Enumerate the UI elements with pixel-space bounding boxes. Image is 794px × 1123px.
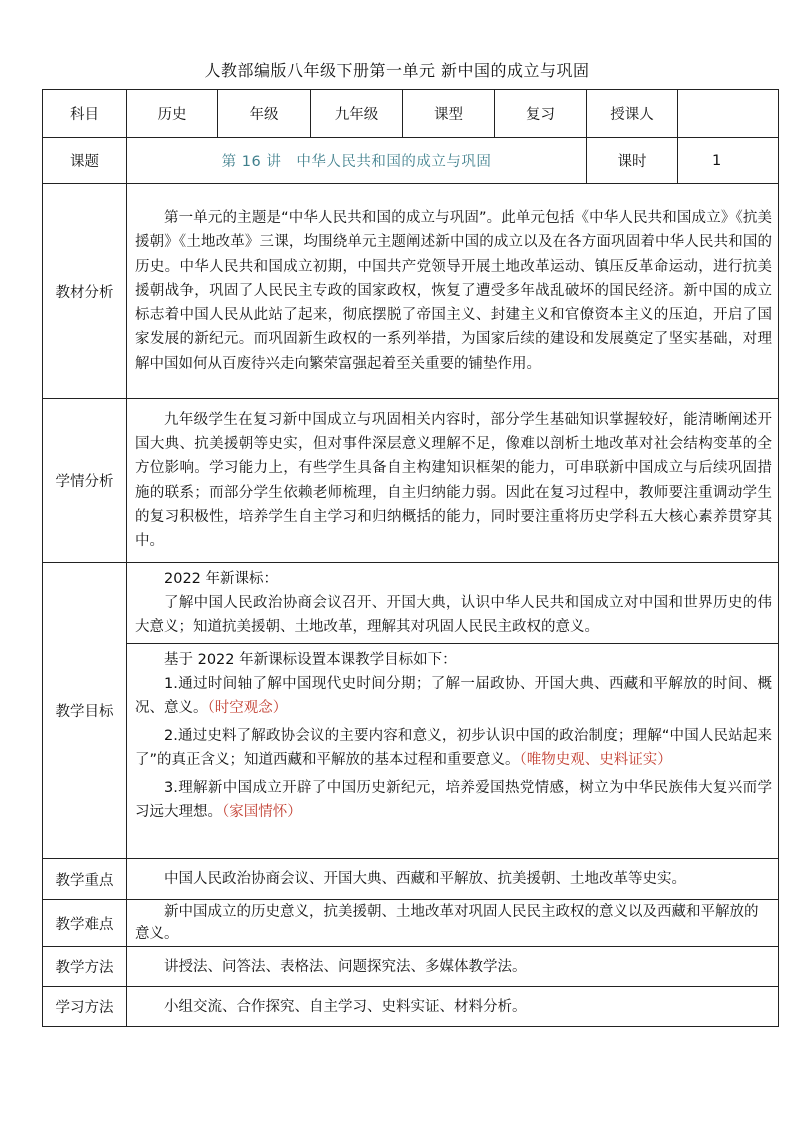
difficulties-row <box>43 900 779 947</box>
difficulties-text: 新中国成立的历史意义，抗美援朝、土地改革对巩固人民民主政权的意义以及西藏和平解放的意义。 <box>135 904 759 942</box>
topic-row <box>43 138 779 184</box>
subject-label: 科目 <box>43 90 127 138</box>
teacher-label: 授课人 <box>587 90 678 138</box>
student-analysis-text: 九年级学生在复习新中国成立与巩固相关内容时，部分学生基础知识掌握较好，能清晰阐述开国大典、抗美援朝等史实，但对事件深层意义理解不足，像难以剖析土地改革对社会结构变革的全方位影响。学习能力上，有些学生具备自主构建知识框架的能力，可串联新中国成立与后续巩固措施的联系；而部分学生依赖老师梳理，自主归纳能力弱。因此在复习过程中，教师要注重调动学生的复习积极性，培养学生自主学习和归纳概括的能力，同时要注重将历史学科五大核心素养贯穿其中。 <box>135 411 772 549</box>
goal-2-text: 2.通过史料了解政协会议的主要内容和意义，初步认识中国的政治制度；理解“中国人民站起来了”的真正含义；知道西藏和平解放的基本过程和重要意义。 <box>135 728 772 768</box>
lesson-type-value: 复习 <box>495 90 587 138</box>
teaching-goals-row <box>43 563 779 859</box>
learning-methods-cell <box>127 987 779 1027</box>
goal-3-tag: （家国情怀） <box>222 804 302 820</box>
difficulties-label: 教学难点 <box>43 900 127 947</box>
topic-label: 课题 <box>43 138 127 184</box>
period-value: 1 <box>678 138 779 184</box>
teaching-methods-text: 讲授法、问答法、表格法、问题探究法、多媒体教学法。 <box>164 958 527 975</box>
goal-1-tag: （时空观念） <box>207 700 288 716</box>
textbook-analysis-cell <box>127 184 779 399</box>
lesson-plan-table <box>42 89 779 1027</box>
goal-2-tag: （唯物史观、史料证实） <box>519 752 672 768</box>
textbook-analysis-text: 第一单元的主题是“中华人民共和国的成立与巩固”。此单元包括《中华人民共和国成立》《抗美援朝》《土地改革》三课，均围绕单元主题阐述新中国的成立以及在各方面巩固着中华人民共和国的历史。中华人民共和国成立初期，中国共产党领导开展土地改革运动、镇压反革命运动，进行抗美援朝战争，巩固了人民民主专政的国家政权，恢复了遭受多年战乱破坏的国民经济。新中国的成立标志着中国人民从此站了起来，彻底摆脱了帝国主义、封建主义和官僚资本主义的压迫，开启了国家发展的新纪元。而巩固新生政权的一系列举措，为国家后续的建设和发展奠定了坚实基础，对理解中国如何从百废待兴走向繁荣富强起着至关重要的铺垫作用。 <box>135 210 772 372</box>
subject-value: 历史 <box>127 90 218 138</box>
document-title: 人教部编版八年级下册第一单元 新中国的成立与巩固 <box>204 61 590 80</box>
goal-3-text: 3.理解新中国成立开辟了中国历史新纪元，培养爱国热党情感，树立为中华民族伟大复兴而学习远大理想。 <box>135 780 772 820</box>
learning-methods-row <box>43 987 779 1027</box>
goal-3 <box>127 776 778 824</box>
goal-1-text: 1.通过时间轴了解中国现代史时间分期；了解一届政协、开国大典、西藏和平解放的时间、概况、意义。 <box>135 676 772 716</box>
key-points-cell <box>127 859 779 900</box>
goal-1 <box>127 672 778 720</box>
teaching-methods-row <box>43 947 779 987</box>
student-analysis-row <box>43 399 779 563</box>
topic-value: 第 16 讲 中华人民共和国的成立与巩固 <box>127 138 587 184</box>
curriculum-standard-title: 2022 年新课标： <box>164 571 279 587</box>
grade-label: 年级 <box>218 90 311 138</box>
header-row <box>43 90 779 138</box>
teaching-methods-cell <box>127 947 779 987</box>
learning-methods-text: 小组交流、合作探究、自主学习、史料实证、材料分析。 <box>164 998 527 1015</box>
lesson-type-label: 课型 <box>403 90 495 138</box>
curriculum-standard-block <box>127 563 778 643</box>
grade-value: 九年级 <box>311 90 403 138</box>
student-analysis-label: 学情分析 <box>43 399 127 563</box>
teaching-goals-cell <box>127 563 779 859</box>
textbook-analysis-label: 教材分析 <box>43 184 127 399</box>
period-label: 课时 <box>587 138 678 184</box>
student-analysis-cell <box>127 399 779 563</box>
learning-methods-label: 学习方法 <box>43 987 127 1027</box>
textbook-analysis-row <box>43 184 779 399</box>
teacher-value <box>678 90 779 138</box>
difficulties-cell <box>127 900 779 947</box>
goals-intro: 基于 2022 年新课标设置本课教学目标如下： <box>164 652 457 668</box>
curriculum-standard-text: 了解中国人民政治协商会议召开、开国大典，认识中华人民共和国成立对中国和世界历史的伟大意义；知道抗美援朝、土地改革，理解其对巩固人民民主政权的意义。 <box>135 595 772 635</box>
teaching-methods-label: 教学方法 <box>43 947 127 987</box>
key-points-row <box>43 859 779 900</box>
key-points-text: 中国人民政治协商会议、开国大典、西藏和平解放、抗美援朝、土地改革等史实。 <box>164 871 686 887</box>
lesson-goals-block <box>127 643 778 828</box>
key-points-label: 教学重点 <box>43 859 127 900</box>
goal-2 <box>127 724 778 772</box>
teaching-goals-label: 教学目标 <box>43 563 127 859</box>
